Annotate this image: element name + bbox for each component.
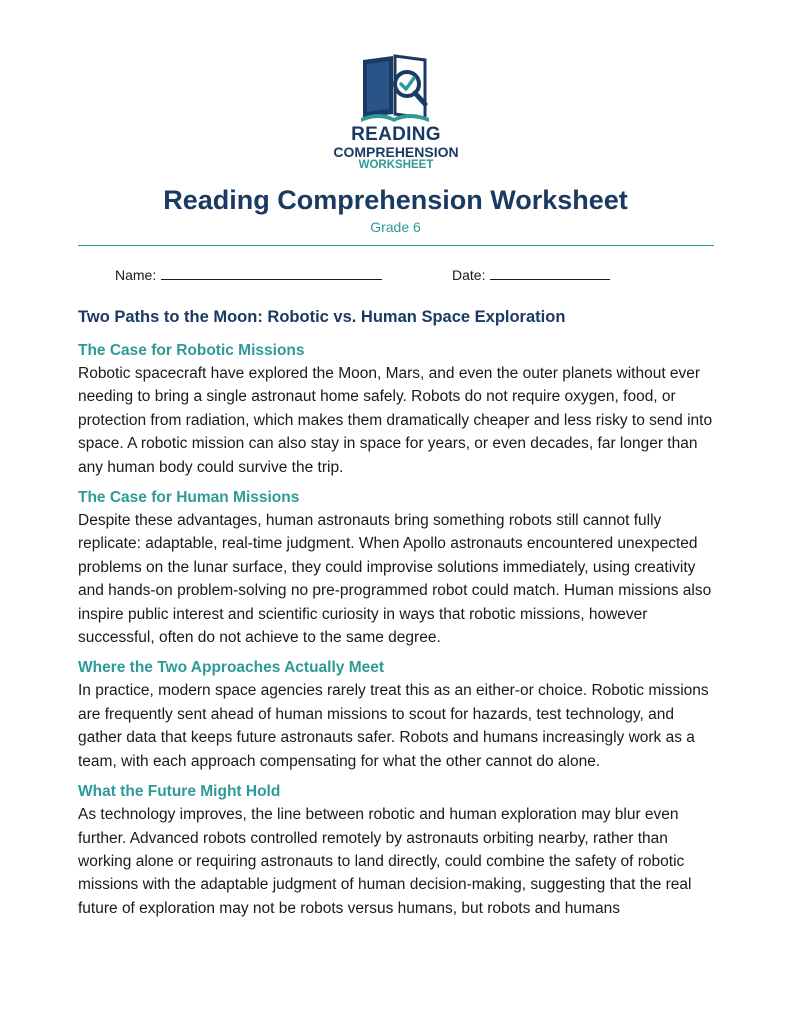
page-title: Reading Comprehension Worksheet [163, 185, 628, 215]
logo-text-comprehension: COMPREHENSION [333, 144, 459, 160]
section-robotic-missions [78, 340, 718, 479]
section-body: Robotic spacecraft have explored the Moon, Mars, and even the outer planets without ever needing to bring a single astronaut home safely. Robots do not require oxygen, food, or protection from radiation, which makes them dramatically cheaper and less risky to send into space. A robotic mission can also stay in space for years, or even decades, far longer than any human body could survive the trip. [78, 365, 713, 476]
section-heading: What the Future Might Hold [78, 783, 281, 801]
section-heading: The Case for Robotic Missions [78, 342, 305, 359]
logo-text-reading: READING [351, 124, 441, 145]
name-field[interactable] [115, 265, 382, 283]
section-heading: Where the Two Approaches Actually Meet [78, 659, 385, 677]
date-field[interactable] [452, 265, 610, 283]
passage-title: Two Paths to the Moon: Robotic vs. Human Space Exploration [78, 308, 566, 326]
grade-label: Grade 6 [370, 219, 421, 235]
section-heading: The Case for Human Missions [78, 489, 300, 507]
date-label: Date: [452, 267, 486, 283]
name-label: Name: [115, 267, 157, 283]
section-approaches-meet [78, 657, 718, 773]
logo-text-worksheet: WORKSHEET [358, 159, 434, 171]
book-magnifier-icon [359, 52, 433, 122]
worksheet-logo [316, 52, 476, 174]
section-body: In practice, modern space agencies rarely treat this as an either-or choice. Robotic missions are frequently sent ahead of human missions to scout for hazards, test technology, and gather data that keeps future astronauts safer. Robots and humans increasingly work as a team, with each approach compensating for what the other cannot do alone. [78, 682, 709, 770]
date-blank-line[interactable] [490, 265, 610, 280]
passage [78, 306, 718, 928]
section-future [78, 781, 718, 920]
section-human-missions [78, 487, 718, 649]
name-blank-line[interactable] [161, 265, 382, 280]
header-divider [78, 245, 714, 246]
section-body: As technology improves, the line between robotic and human exploration may blur even further. Advanced robots controlled remotely by astronauts orbiting nearby, rather than working alone or requiring astronauts to land directly, could combine the safety of robotic missions with the adaptable judgment of human decision-making, suggesting that the real future of exploration may not be robots versus humans, but robots and humans [78, 806, 692, 917]
section-body: Despite these advantages, human astronauts bring something robots still cannot fully replicate: adaptable, real-time judgment. When Apollo astronauts encountered unexpected problems on the lunar surface, they could improvise solutions immediately, using creativity and hands-on problem-solving no pre-programmed robot could match. Human missions also inspire public interest and scientific curiosity in ways that robotic missions, however successful, often do not achieve to the same degree. [78, 512, 712, 647]
